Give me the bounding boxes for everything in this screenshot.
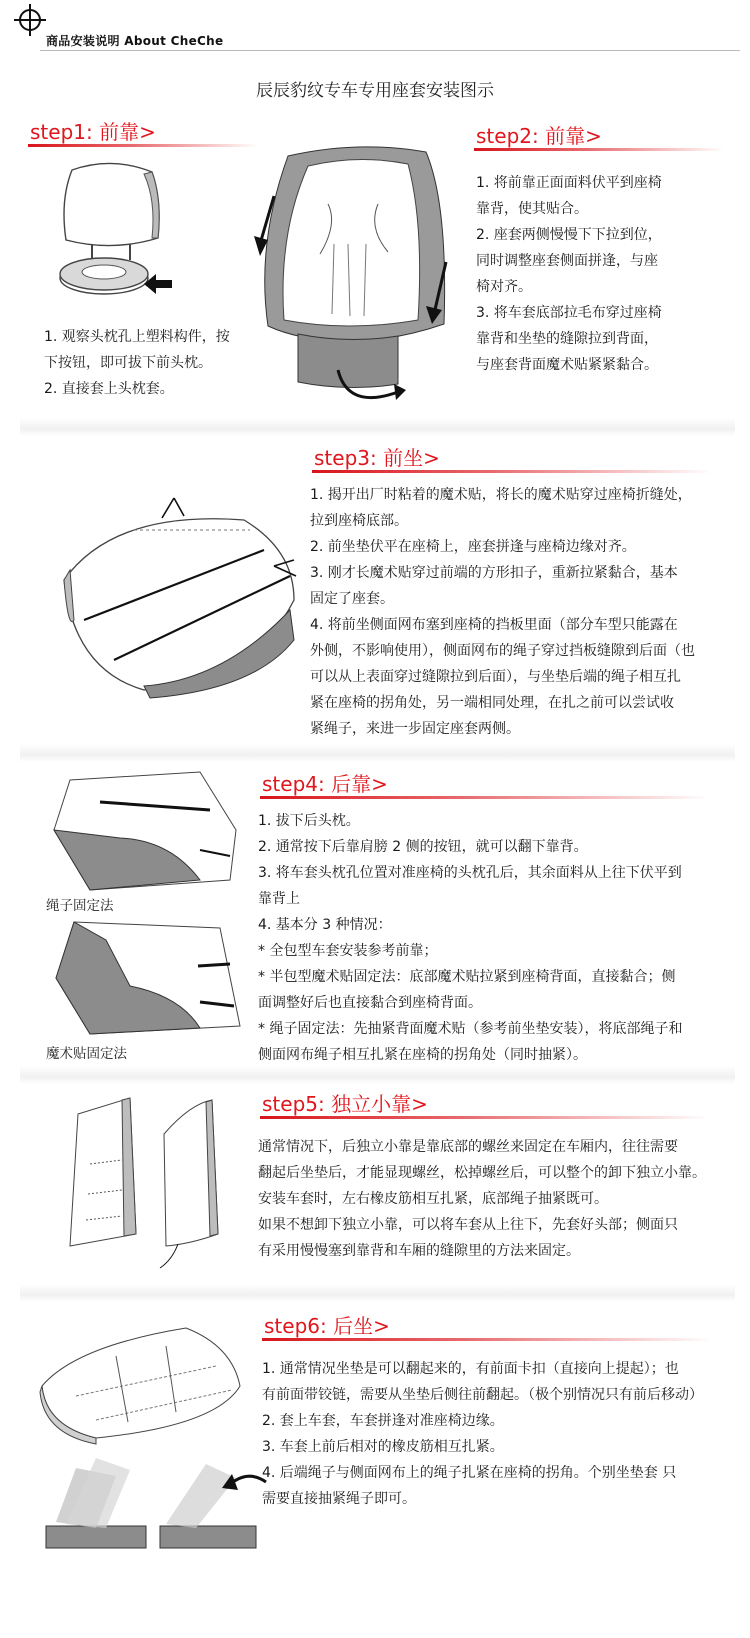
step2-line: 3. 将车套底部拉毛布穿过座椅 — [476, 305, 662, 321]
step3-line: 固定了座套。 — [310, 591, 394, 607]
step4-line: * 全包型车套安装参考前靠； — [258, 943, 438, 959]
step3-line: 3. 刚才长魔术贴穿过前端的方形扣子，重新拉紧黏合，基本 — [310, 565, 678, 581]
headrest-illustration — [52, 160, 182, 310]
step2-text — [476, 170, 726, 378]
step5-text — [258, 1134, 728, 1264]
front-seat-illustration — [54, 490, 304, 700]
step6-text — [262, 1356, 732, 1512]
step1-text — [44, 324, 274, 402]
step4-line: 靠背上 — [258, 891, 300, 907]
caption-velcro-method: 魔术贴固定法 — [46, 1046, 127, 1062]
crosshair-icon — [14, 4, 46, 36]
step6-line: 3. 车套上前后相对的橡皮筋相互扎紧。 — [262, 1439, 504, 1455]
step4-line: * 绳子固定法：先抽紧背面魔术贴（参考前坐垫安装），将底部绳子和 — [258, 1021, 683, 1037]
step1-line: 1. 观察头枕孔上塑料构件，按 — [44, 329, 230, 345]
step3-text — [310, 482, 730, 742]
step6-line: 2. 套上车套，车套拼逢对准座椅边缘。 — [262, 1413, 504, 1429]
step6-underline — [262, 1338, 712, 1341]
step5-line: 安装车套时，左右橡皮筋相互扎紧，底部绳子抽紧既可。 — [258, 1191, 608, 1207]
step6-line: 需要直接抽紧绳子即可。 — [262, 1491, 416, 1507]
section-divider — [20, 418, 735, 436]
step4-title: step4: 后靠> — [262, 772, 388, 796]
step2-title: step2: 前靠> — [476, 124, 602, 148]
step2-line: 椅对齐。 — [476, 279, 532, 295]
step3-line: 拉到座椅底部。 — [310, 513, 408, 529]
rear-seat-cushion-illustration — [36, 1326, 246, 1446]
section-divider — [20, 1066, 735, 1084]
header-label: 商品安装说明 About CheChe — [46, 34, 224, 48]
step3-line: 4. 将前坐侧面网布塞到座椅的挡板里面（部分车型只能露在 — [310, 617, 678, 633]
page-title: 辰辰豹纹专车专用座套安装图示 — [256, 81, 494, 101]
step2-underline — [474, 148, 724, 151]
caption-rope-method: 绳子固定法 — [46, 898, 114, 914]
step3-line: 外侧，不影响使用），侧面网布的绳子穿过挡板缝隙到后面（也 — [310, 643, 695, 659]
rear-backrest-velcro-illustration — [50, 916, 250, 1040]
step6-line: 有前面带铰链，需要从坐垫后侧往前翻起。（极个别情况只有前后移动） — [262, 1387, 703, 1403]
step4-underline — [260, 796, 710, 799]
step4-line: 3. 将车套头枕孔位置对准座椅的头枕孔后，其余面料从上往下伏平到 — [258, 865, 682, 881]
step3-line: 紧在座椅的拐角处，另一端相同处理，在扎之前可以尝试收 — [310, 695, 674, 711]
step4-line: 4. 基本分 3 种情况： — [258, 917, 392, 933]
step4-line: 1. 拔下后头枕。 — [258, 813, 360, 829]
step3-underline — [312, 470, 712, 473]
step3-line: 可以从上表面穿过缝隙拉到后面），与坐垫后端的绳子相互扎 — [310, 669, 681, 685]
step2-line: 靠背，使其贴合。 — [476, 201, 588, 217]
step3-line: 紧绳子，来进一步固定座套两侧。 — [310, 721, 520, 737]
step4-line: 侧面网布绳子相互扎紧在座椅的拐角处（同时抽紧）。 — [258, 1047, 587, 1063]
step6-line: 4. 后端绳子与侧面网布上的绳子扎紧在座椅的拐角。个别坐垫套 只 — [262, 1465, 677, 1481]
section-divider — [20, 1284, 735, 1302]
step1-title: step1: 前靠> — [30, 120, 156, 144]
front-backrest-illustration — [248, 144, 468, 410]
step2-line: 同时调整座套侧面拼逢，与座 — [476, 253, 658, 269]
step1-line: 2. 直接套上头枕套。 — [44, 381, 174, 397]
step5-underline — [260, 1116, 710, 1119]
section-divider — [20, 744, 735, 762]
step3-title: step3: 前坐> — [314, 446, 440, 470]
step4-line: * 半包型魔术贴固定法：底部魔术贴拉紧到座椅背面，直接黏合；侧 — [258, 969, 676, 985]
step3-line: 1. 揭开出厂时粘着的魔术贴，将长的魔术贴穿过座椅折缝处， — [310, 487, 692, 503]
step2-line: 靠背和坐垫的缝隙拉到背面， — [476, 331, 658, 347]
step4-text — [258, 808, 728, 1068]
step1-line: 下按钮，即可拔下前头枕。 — [44, 355, 212, 371]
step5-line: 如果不想卸下独立小靠，可以将车套从上往下，先套好头部；侧面只 — [258, 1217, 678, 1233]
header-divider — [40, 50, 740, 51]
step6-title: step6: 后坐> — [264, 1314, 390, 1338]
step5-line: 有采用慢慢塞到靠背和车厢的缝隙里的方法来固定。 — [258, 1243, 580, 1259]
step5-line: 通常情况下，后独立小靠是靠底部的螺丝来固定在车厢内，往往需要 — [258, 1139, 678, 1155]
step5-title: step5: 独立小靠> — [262, 1092, 428, 1116]
rear-side-backrest-illustration — [60, 1094, 230, 1274]
step2-line: 与座套背面魔术贴紧紧黏合。 — [476, 357, 658, 373]
step3-line: 2. 前坐垫伏平在座椅上，座套拼逢与座椅边缘对齐。 — [310, 539, 636, 555]
step4-line: 2. 通常按下后靠肩膀 2 侧的按钮，就可以翻下靠背。 — [258, 839, 588, 855]
step2-line: 2. 座套两侧慢慢下下拉到位， — [476, 227, 662, 243]
step6-line: 1. 通常情况坐垫是可以翻起来的，有前面卡扣（直接向上提起）；也 — [262, 1361, 679, 1377]
step1-underline — [28, 144, 258, 147]
rear-seat-flip-illustration — [36, 1448, 266, 1552]
step5-line: 翻起后坐垫后，才能显现螺丝，松掉螺丝后，可以整个的卸下独立小靠。 — [258, 1165, 706, 1181]
step2-line: 1. 将前靠正面面料伏平到座椅 — [476, 175, 662, 191]
rear-backrest-rope-illustration — [50, 770, 250, 890]
step4-line: 面调整好后也直接黏合到座椅背面。 — [258, 995, 482, 1011]
